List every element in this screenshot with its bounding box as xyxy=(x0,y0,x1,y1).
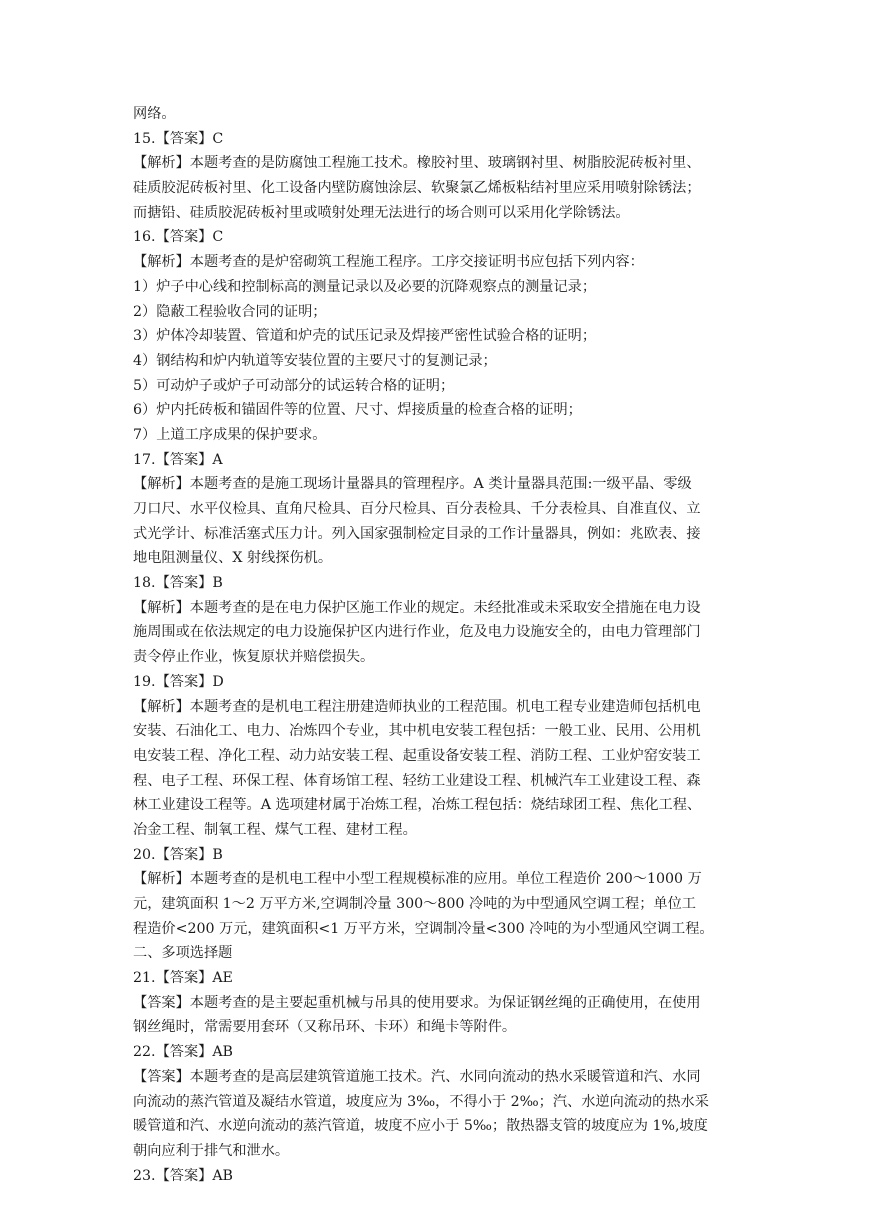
text-line: 【解析】本题考查的是炉窑砌筑工程施工程序。工序交接证明书应包括下列内容： xyxy=(133,254,644,271)
text-line: 地电阻测量仪、X 射线探伤机。 xyxy=(133,550,333,567)
answer-heading-22: 22.【答案】AB xyxy=(133,1044,233,1061)
text-line: 式光学计、标准活塞式压力计。列入国家强制检定目录的工作计量器具，例如：兆欧表、接 xyxy=(133,525,701,542)
answer-heading-15: 15.【答案】C xyxy=(133,130,224,147)
text-line: 【答案】本题考查的是高层建筑管道施工技术。汽、水同向流动的热水采暖管道和汽、水同 xyxy=(133,1068,701,1085)
list-item: 4）钢结构和炉内轨道等安装位置的主要尺寸的复测记录； xyxy=(133,352,497,369)
answer-heading-20: 20.【答案】B xyxy=(133,846,223,863)
list-item: 3）炉体冷却装置、管道和炉壳的试压记录及焊接严密性试验合格的证明； xyxy=(133,328,597,345)
list-item: 1）炉子中心线和控制标高的测量记录以及必要的沉降观察点的测量记录； xyxy=(133,278,597,295)
text-line: 程造价<200 万元，建筑面积<1 万平方米，空调制冷量<300 冷吨的为小型通风空调工程。 xyxy=(133,920,714,937)
text-line: 责令停止作业，恢复原状并赔偿损失。 xyxy=(133,649,375,666)
answer-heading-16: 16.【答案】C xyxy=(133,229,224,246)
text-line: 而搪铅、硅质胶泥砖板衬里或喷射处理无法进行的场合则可以采用化学除锈法。 xyxy=(133,204,630,221)
text-line: 施周围或在依法规定的电力设施保护区内进行作业，危及电力设施安全的，由电力管理部门 xyxy=(133,624,701,641)
answer-heading-17: 17.【答案】A xyxy=(133,451,223,468)
list-item: 2）隐蔽工程验收合同的证明； xyxy=(133,303,327,320)
text-line: 钢丝绳时，常需要用套环（又称吊环、卡环）和绳卡等附件。 xyxy=(133,1019,517,1036)
text-line: 程、电子工程、环保工程、体育场馆工程、轻纺工业建设工程、机械汽车工业建设工程、森 xyxy=(133,772,701,789)
text-line: 【解析】本题考查的是施工现场计量器具的管理程序。A 类计量器具范围:一级平晶、零级 xyxy=(133,476,692,493)
text-line: 暖管道和汽、水逆向流动的蒸汽管道，坡度不应小于 5‰；散热器支管的坡度应为 1%,坡度 xyxy=(133,1118,708,1135)
list-item: 5）可动炉子或炉子可动部分的试运转合格的证明； xyxy=(133,377,455,394)
section-heading: 二、多项选择题 xyxy=(133,945,233,962)
text-line: 【解析】本题考查的是防腐蚀工程施工技术。橡胶衬里、玻璃钢衬里、树脂胶泥砖板衬里、 xyxy=(133,155,701,172)
text-line: 朝向应利于排气和泄水。 xyxy=(133,1142,290,1159)
text-line: 刀口尺、水平仪检具、直角尺检具、百分尺检具、百分表检具、千分表检具、自准直仪、立 xyxy=(133,501,701,517)
answer-heading-18: 18.【答案】B xyxy=(133,575,223,592)
list-item: 6）炉内托砖板和锚固件等的位置、尺寸、焊接质量的检查合格的证明； xyxy=(133,402,582,419)
list-item: 7）上道工序成果的保护要求。 xyxy=(133,426,327,443)
text-line: 网络。 xyxy=(133,106,176,122)
answer-heading-19: 19.【答案】D xyxy=(133,673,224,690)
text-line: 【解析】本题考查的是在电力保护区施工作业的规定。未经批准或未采取安全措施在电力设 xyxy=(133,599,701,616)
answer-heading-21: 21.【答案】AE xyxy=(133,970,233,987)
text-line: 【解析】本题考查的是机电工程中小型工程规模标准的应用。单位工程造价 200～1000 万 xyxy=(133,871,702,888)
text-line: 【答案】本题考查的是主要起重机械与吊具的使用要求。为保证钢丝绳的正确使用，在使用 xyxy=(133,994,701,1011)
text-line: 元，建筑面积 1～2 万平方米,空调制冷量 300～800 冷吨的为中型通风空调工程；单位工 xyxy=(133,896,696,912)
text-line: 电安装工程、净化工程、动力站安装工程、起重设备安装工程、消防工程、工业炉窑安装工 xyxy=(133,747,701,764)
text-line: 林工业建设工程等。A 选项建材属于冶炼工程，冶炼工程包括：烧结球团工程、焦化工程、 xyxy=(133,797,702,814)
text-line: 【解析】本题考查的是机电工程注册建造师执业的工程范围。机电工程专业建造师包括机电 xyxy=(133,698,701,715)
text-line: 安装、石油化工、电力、冶炼四个专业，其中机电安装工程包括：一般工业、民用、公用机 xyxy=(133,723,701,740)
document-body xyxy=(133,102,738,1188)
answer-heading-23: 23.【答案】AB xyxy=(133,1167,233,1184)
text-line: 向流动的蒸汽管道及凝结水管道，坡度应为 3‰，不得小于 2‰；汽、水逆向流动的热水采 xyxy=(133,1093,709,1110)
text-line: 冶金工程、制氧工程、煤气工程、建材工程。 xyxy=(133,821,417,838)
text-line: 硅质胶泥砖板衬里、化工设备内壁防腐蚀涂层、软聚氯乙烯板粘结衬里应采用喷射除锈法； xyxy=(133,180,701,197)
